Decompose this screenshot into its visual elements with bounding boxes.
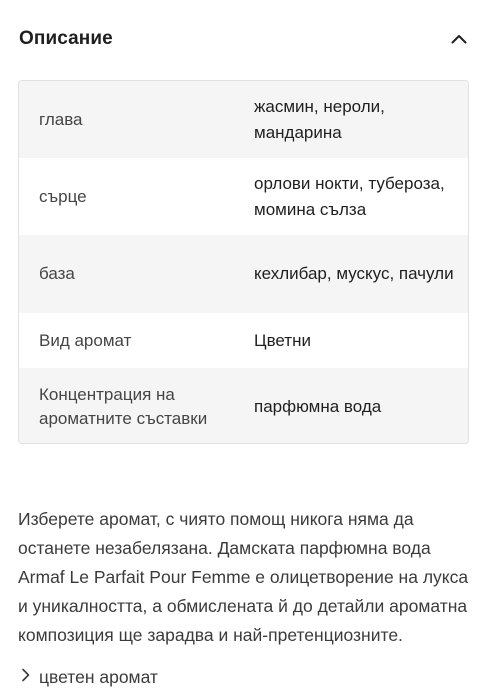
section-title: Описание — [19, 28, 113, 49]
chevron-up-icon[interactable] — [450, 30, 468, 48]
spec-value: жасмин, нероли, мандарина — [254, 96, 385, 142]
spec-value: орлови нокти, тубероза, момина сълза — [254, 173, 445, 219]
spec-label: глава — [39, 109, 83, 129]
spec-label: база — [39, 264, 75, 283]
spec-label: Концентрация на ароматните съставки — [39, 384, 208, 428]
chevron-right-icon — [21, 668, 30, 687]
spec-row-head-notes — [19, 81, 468, 158]
spec-row-fragrance-type — [19, 313, 468, 368]
spec-value: кехлибар, мускус, пачули — [254, 264, 454, 283]
spec-row-heart-notes — [19, 158, 468, 235]
description-section-header[interactable] — [0, 0, 487, 78]
specs-table — [18, 80, 469, 444]
spec-label: Вид аромат — [39, 330, 132, 350]
spec-label: сърце — [39, 186, 87, 206]
spec-row-base-notes — [19, 235, 468, 313]
spec-value: Цветни — [254, 330, 311, 350]
spec-value: парфюмна вода — [254, 396, 382, 416]
tag-link-floral[interactable] — [21, 664, 158, 690]
product-description: Изберете аромат, с чиято помощ никога няма да останете незабелязана. Дамската парфюмна вода Armaf Le Parfait Pour Femme е олицетворение на лукса и уникалността, а обмислената й до детайли ароматна композиция ще зарадва и най-претенциозните. — [18, 509, 469, 645]
tag-link-label[interactable]: цветен аромат — [39, 666, 158, 687]
spec-row-concentration — [19, 368, 468, 444]
